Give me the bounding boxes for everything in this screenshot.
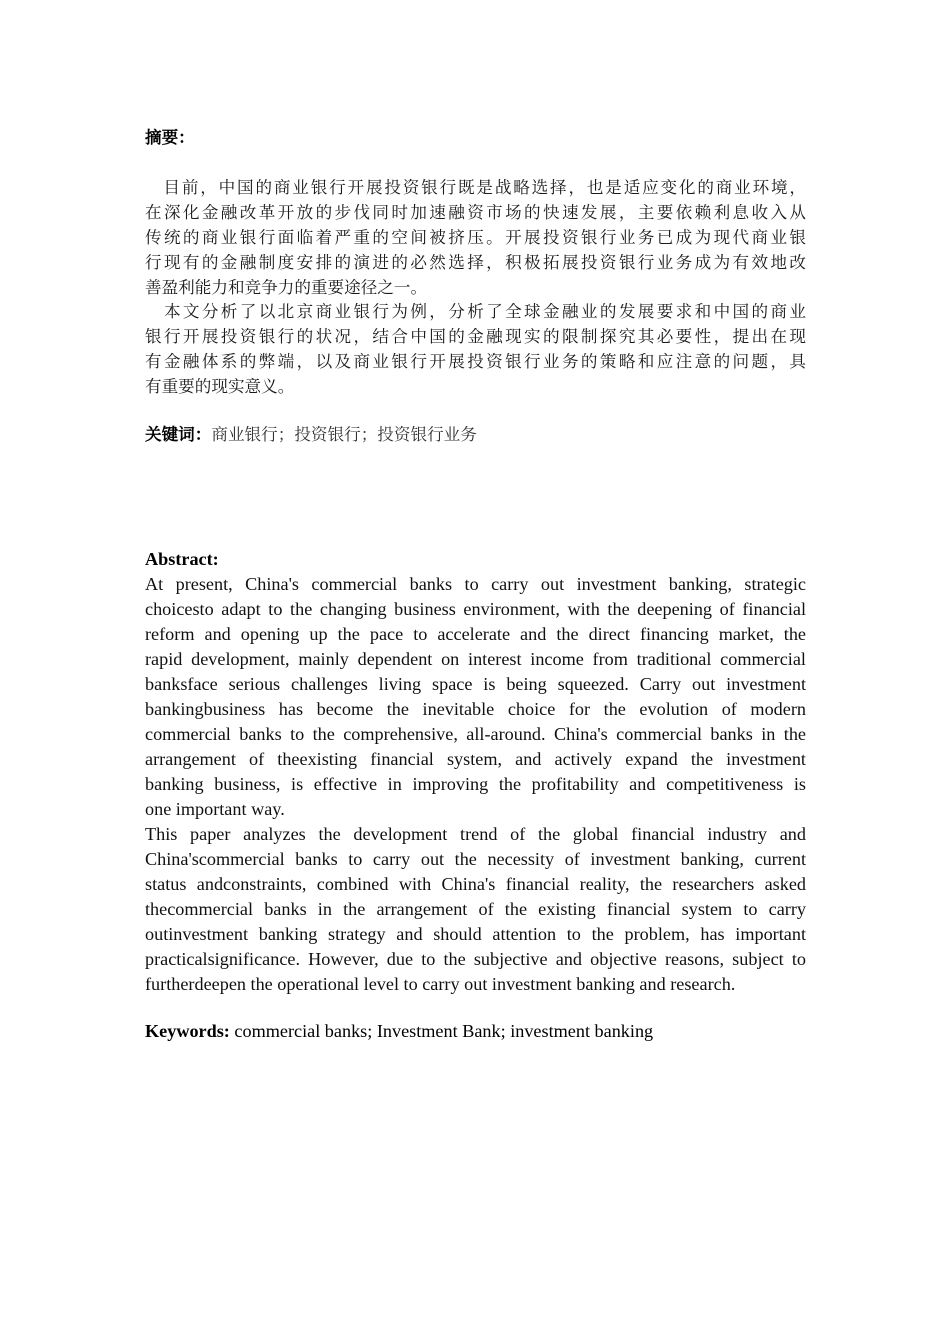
text-line: banking business, is effective in improving the profitability and competitiveness is xyxy=(145,774,806,794)
english-keywords-label: Keywords: xyxy=(145,1021,230,1041)
text-line: thecommercial banks in the arrangement of the existing financial system to carry xyxy=(145,899,806,919)
text-line: 目前，中国的商业银行开展投资银行既是战略选择，也是适应变化的商业环境， xyxy=(145,178,806,197)
text-line: choicesto adapt to the changing business environment, with the deepening of financial xyxy=(145,599,806,619)
text-line: 银行开展投资银行的状况，结合中国的金融现实的限制探究其必要性，提出在现 xyxy=(145,327,806,346)
text-line: 有重要的现实意义。 xyxy=(145,377,295,396)
text-line: 善盈利能力和竞争力的重要途径之一。 xyxy=(145,278,428,297)
chinese-keywords-value: 商业银行；投资银行；投资银行业务 xyxy=(211,425,477,444)
text-line: At present, China's commercial banks to carry out investment banking, strategic xyxy=(145,574,806,594)
text-line: arrangement of theexisting financial system, and actively expand the investment xyxy=(145,749,806,769)
text-line: 行现有的金融制度安排的演进的必然选择，积极拓展投资银行业务成为有效地改 xyxy=(145,253,806,272)
text-line: status andconstraints, combined with China's financial reality, the researchers asked xyxy=(145,874,806,894)
chinese-abstract-heading: 摘要： xyxy=(145,128,195,147)
text-line: furtherdeepen the operational level to carry out investment banking and research. xyxy=(145,974,736,994)
text-line: 本文分析了以北京商业银行为例，分析了全球金融业的发展要求和中国的商业 xyxy=(145,302,806,321)
text-line: 有金融体系的弊端，以及商业银行开展投资银行业务的策略和应注意的问题，具 xyxy=(145,352,806,371)
text-line: practicalsignificance. However, due to the subjective and objective reasons, subject to xyxy=(145,949,806,969)
english-keywords-value: commercial banks; Investment Bank; investment banking xyxy=(229,1021,654,1041)
text-line: one important way. xyxy=(145,799,285,819)
english-abstract-heading: Abstract: xyxy=(145,549,219,569)
text-line: reform and opening up the pace to accelerate and the direct financing market, the xyxy=(145,624,806,644)
text-line: bankingbusiness has become the inevitable choice for the evolution of modern xyxy=(145,699,806,719)
text-line: commercial banks to the comprehensive, all-around. China's commercial banks in the xyxy=(145,724,806,744)
text-line: 传统的商业银行面临着严重的空间被挤压。开展投资银行业务已成为现代商业银 xyxy=(145,228,806,247)
text-line: banksface serious challenges living space is being squeezed. Carry out investment xyxy=(145,674,806,694)
text-line: rapid development, mainly dependent on interest income from traditional commercial xyxy=(145,649,806,669)
text-line: outinvestment banking strategy and should attention to the problem, has important xyxy=(145,924,806,944)
english-keywords xyxy=(145,1019,653,1045)
text-line: This paper analyzes the development trend of the global financial industry and xyxy=(145,824,806,844)
text-line: China'scommercial banks to carry out the necessity of investment banking, current xyxy=(145,849,806,869)
chinese-keywords xyxy=(145,422,477,448)
text-line: 在深化金融改革开放的步伐同时加速融资市场的快速发展，主要依赖利息收入从 xyxy=(145,203,806,222)
chinese-keywords-label: 关键词： xyxy=(145,425,212,444)
